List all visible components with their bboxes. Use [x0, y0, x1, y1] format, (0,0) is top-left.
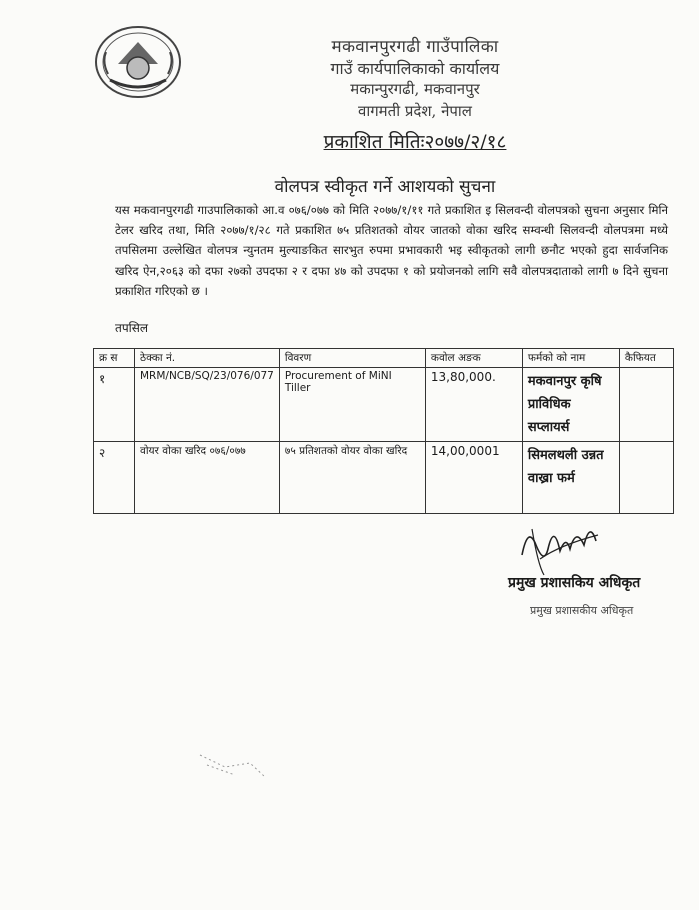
table-row	[94, 442, 674, 514]
cell-description: Procurement of MiNI Tiller	[279, 368, 425, 442]
cell-description: ७५ प्रतिशतको वोयर वोका खरिद	[279, 442, 425, 514]
cell-remarks	[619, 368, 673, 442]
header-description: विवरण	[279, 349, 425, 368]
cell-contract-no: वोयर वोका खरिद ०७६/०७७	[135, 442, 280, 514]
office-address: मकान्पुरगढी, मकवानपुर	[350, 80, 480, 98]
cell-amount: 14,00,0001	[425, 442, 522, 514]
notice-body-text: यस मकवानपुरगढी गाउपालिकाको आ.व ०७६/०७७ को मिति २०७७/१/११ गते प्रकाशित इ सिलवन्दी वोलपत्रको सुचना अनुसार मिनि टेलर खरिद तथा, मिति २०७७/१/२८ गते प्रकाशित ७५ प्रतिशतको वोयर जातको वोका खरिद सम्वन्धी सिलवन्दी वोलपत्रमा मध्ये तपसिलमा उल्लेखित वोलपत्र न्युनतम मुल्याङकित सारभुत रुपमा प्रभावकारी भइ स्वीकृतको लागी छनौट भएको हुदा सार्वजनिक खरिद ऐन,२०६३ को दफा २७को उपदफा २ र दफा ४७ को उपदफा १ को प्रयोजनको लागि सवै वोलपत्रदाताको लागी ७ दिने सुचना प्रकाशित गरिएको छ ।	[115, 203, 668, 298]
notice-title: वोलपत्र स्वीकृत गर्ने आशयको सुचना	[274, 177, 496, 197]
cell-firm: सिमलथली उन्नत वाख्रा फर्म	[522, 442, 619, 514]
officer-title: प्रमुख प्रशासकिय अधिकृत	[508, 575, 641, 591]
cell-sn: २	[94, 442, 135, 514]
cell-remarks	[619, 442, 673, 514]
header-firm: फर्मको को नाम	[522, 349, 619, 368]
notice-body	[115, 200, 668, 301]
nepal-emblem-icon	[92, 22, 184, 100]
province-country: वागमती प्रदेश, नेपाल	[358, 102, 472, 120]
municipality-name: मकवानपुरगढी गाउँपालिका	[331, 37, 499, 57]
cell-firm: मकवानपुर कृषि प्राविधिक सप्लायर्स	[522, 368, 619, 442]
cell-amount: 13,80,000.	[425, 368, 522, 442]
header-amount: कवोल अङक	[425, 349, 522, 368]
table-header-row	[94, 349, 674, 368]
scan-smudge-mark	[195, 745, 275, 785]
header-sn: क्र स	[94, 349, 135, 368]
header-contract-no: ठेक्का नं.	[135, 349, 280, 368]
bid-table	[93, 348, 674, 514]
cell-sn: १	[94, 368, 135, 442]
schedule-label: तपसिल	[115, 321, 149, 335]
table-row	[94, 368, 674, 442]
published-date: प्रकाशित मितिः२०७७/२/१८	[323, 131, 507, 153]
cell-contract-no: MRM/NCB/SQ/23/076/077	[135, 368, 280, 442]
office-name: गाउँ कार्यपालिकाको कार्यालय	[330, 59, 500, 78]
officer-stamp: प्रमुख प्रशासकीय अधिकृत	[530, 604, 634, 617]
header-remarks: कैफियत	[619, 349, 673, 368]
